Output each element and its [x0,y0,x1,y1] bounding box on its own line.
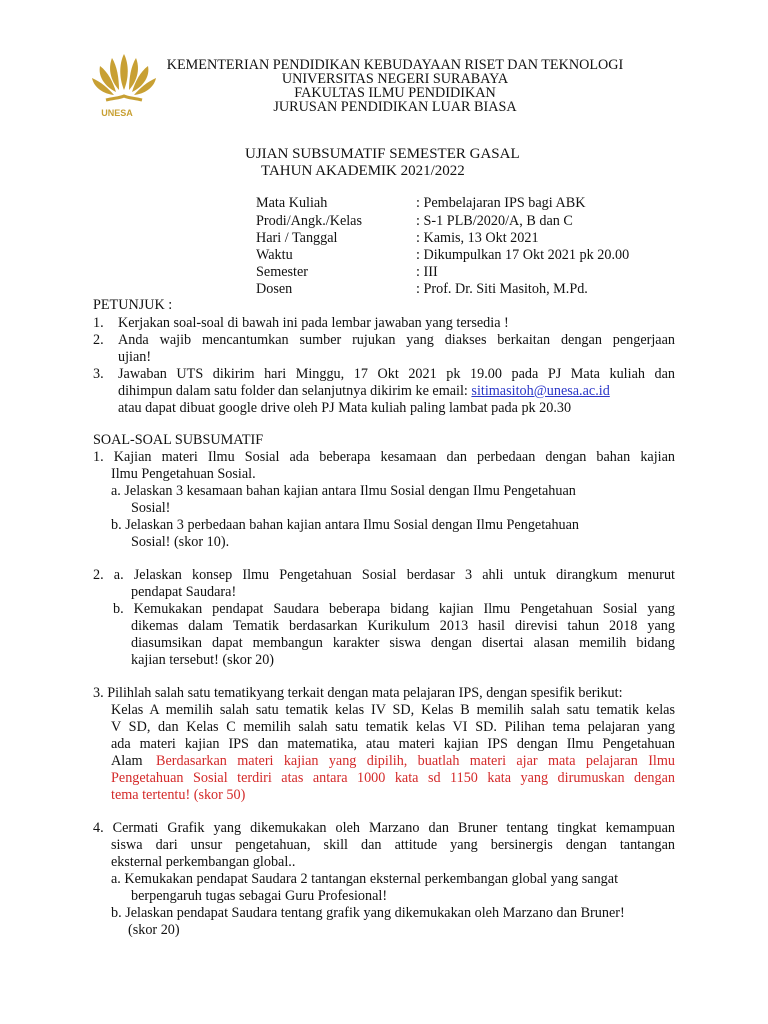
info-value: : Dikumpulkan 17 Okt 2021 pk 20.00 [416,247,630,263]
instruction-item-cont: ujian! [118,349,152,365]
email-link[interactable]: sitimasitoh@unesa.ac.id [471,383,610,399]
question-3-text: Alam [111,753,143,769]
questions-heading: SOAL-SOAL SUBSUMATIF [93,432,264,448]
question-3-highlight: Pengetahuan Sosial terdiri atas antara 1000 kata sd 1150 kata yang dirumuskan dengan [111,770,675,786]
question-3-cont: Kelas A memilih salah satu tematik kelas IV SD, Kelas B memilih salah satu tematik kelas [111,702,675,718]
question-4a-cont: berpengaruh tugas sebagai Guru Profesional! [131,888,388,904]
exam-year: TAHUN AKADEMIK 2021/2022 [261,163,465,179]
logo-text: UNESA [101,108,133,118]
question-4: 4. Cermati Grafik yang dikemukakan oleh Marzano dan Bruner tentang tingkat kemampuan [93,820,675,836]
question-3-cont: V SD, dan Kelas C memilih salah satu tematik kelas VI SD. Pilihan tema pelajaran yang [111,719,675,735]
question-3-cont: ada materi kajian IPS dan matematika, atau materi kajian IPS dengan Ilmu Pengetahuan [111,736,675,752]
question-2b-cont: kajian tersebut! (skor 20) [131,652,275,668]
instruction-number: 2. [93,332,104,348]
question-1a-cont: Sosial! [131,500,171,516]
question-4b: b. Jelaskan pendapat Saudara tentang grafik yang dikemukakan oleh Marzano dan Bruner! [111,905,625,921]
question-4a: a. Kemukakan pendapat Saudara 2 tantangan eksternal perkembangan global yang sangat [111,871,619,887]
header-department: JURUSAN PENDIDIKAN LUAR BIASA [273,99,517,115]
question-2a: 2. a. Jelaskan konsep Ilmu Pengetahuan Sosial berdasar 3 ahli untuk dirangkum menurut [93,567,675,583]
instruction-item-cont: atau dapat dibuat google drive oleh PJ Mata kuliah paling lambat pada pk 20.30 [118,400,572,416]
info-value: : S-1 PLB/2020/A, B dan C [416,213,573,229]
question-3-highlight: tema tertentu! (skor 50) [111,787,246,803]
instruction-number: 1. [93,315,104,331]
instruction-item: Kerjakan soal-soal di bawah ini pada lembar jawaban yang tersedia ! [118,315,509,331]
info-value: : Pembelajaran IPS bagi ABK [416,195,586,211]
info-label: Dosen [256,281,293,297]
info-label: Prodi/Angk./Kelas [256,213,363,229]
question-1a: a. Jelaskan 3 kesamaan bahan kajian antara Ilmu Sosial dengan Ilmu Pengetahuan [111,483,576,499]
question-4b-cont: (skor 20) [128,922,180,938]
instruction-number: 3. [93,366,104,382]
info-value: : Prof. Dr. Siti Masitoh, M.Pd. [416,281,588,297]
unesa-logo [86,46,162,126]
question-2a-cont: pendapat Saudara! [131,584,237,600]
question-1b: b. Jelaskan 3 perbedaan bahan kajian antara Ilmu Sosial dengan Ilmu Pengetahuan [111,517,580,533]
question-4-cont: eksternal perkembangan global.. [111,854,296,870]
question-3-cont [111,753,675,770]
instruction-text: dihimpun dalam satu folder dan selanjutnya dikirim ke email: [118,383,468,399]
info-value: : III [416,264,438,280]
instruction-item: Anda wajib mencantumkan sumber rujukan yang diakses berkaitan dengan pengerjaan [118,332,675,348]
header-university: UNIVERSITAS NEGERI SURABAYA [281,71,509,87]
question-3-highlight: Berdasarkan materi kajian yang dipilih, buatlah materi ajar mata pelajaran Ilmu [156,753,675,769]
question-4-cont: siswa dari unsur pengetahuan, skill dan attitude yang bersinergis dengan tantangan [111,837,675,853]
info-label: Hari / Tanggal [256,230,338,246]
question-1: 1. Kajian materi Ilmu Sosial ada beberapa kesamaan dan perbedaan dengan bahan kajian [93,449,675,465]
info-label: Mata Kuliah [256,195,328,211]
question-1-cont: Ilmu Pengetahuan Sosial. [111,466,256,482]
instructions-heading: PETUNJUK : [93,297,173,313]
info-label: Waktu [256,247,293,263]
header-ministry: KEMENTERIAN PENDIDIKAN KEBUDAYAAN RISET DAN TEKNOLOGI [166,57,624,73]
instruction-item: Jawaban UTS dikirim hari Minggu, 17 Okt 2021 pk 19.00 pada PJ Mata kuliah dan [118,366,675,382]
question-2b: b. Kemukakan pendapat Saudara beberapa bidang kajian Ilmu Pengetahuan Sosial yang [113,601,675,617]
question-2b-cont: diasumsikan dapat membangun karakter siswa dengan disertai alasan memilih bidang [131,635,675,651]
header-faculty: FAKULTAS ILMU PENDIDIKAN [294,85,496,101]
question-2b-cont: dikemas dalam Tematik berdasarkan Kurikulum 2013 hasil direvisi tahun 2018 yang [131,618,675,634]
question-3: 3. Pilihlah salah satu tematikyang terkait dengan mata pelajaran IPS, dengan spesifik berikut: [93,685,623,701]
question-1b-cont: Sosial! (skor 10). [131,534,230,550]
exam-title: UJIAN SUBSUMATIF SEMESTER GASAL [245,146,520,162]
instruction-item-cont [118,383,610,400]
info-value: : Kamis, 13 Okt 2021 [416,230,539,246]
info-label: Semester [256,264,309,280]
